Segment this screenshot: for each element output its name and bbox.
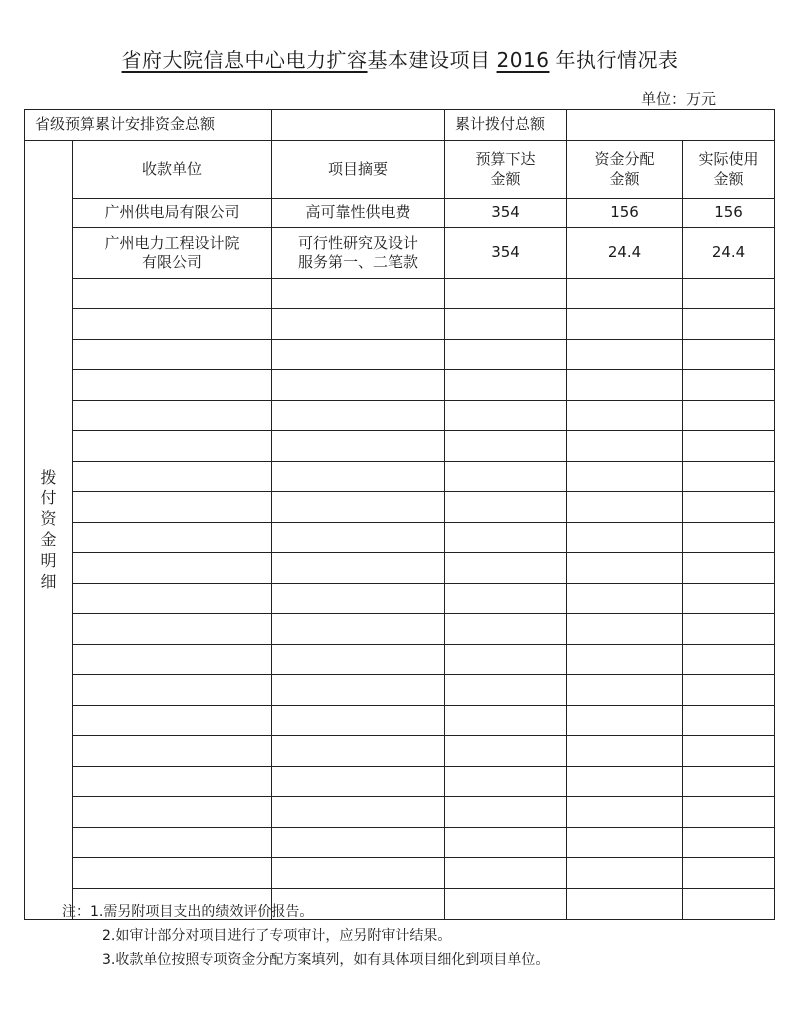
budget-total-value bbox=[272, 110, 445, 141]
empty-row bbox=[25, 614, 775, 645]
section-label-char: 资 bbox=[40, 509, 57, 529]
empty-row bbox=[25, 370, 775, 401]
payee-line1: 广州供电局有限公司 bbox=[104, 203, 240, 222]
budget-cell: 354 bbox=[445, 199, 567, 228]
unit-label: 单位：万元 bbox=[640, 90, 716, 108]
header-budget-line1: 预算下达 bbox=[475, 150, 536, 168]
empty-row bbox=[25, 553, 775, 584]
section-label-char: 明 bbox=[40, 550, 57, 570]
note-item: 3.收款单位按照专项资金分配方案填列，如有具体项目细化到项目单位。 bbox=[102, 952, 550, 968]
section-label-char: 金 bbox=[40, 530, 57, 549]
summary-line2: 服务第一、二笔款 bbox=[298, 253, 419, 271]
paid-total-value bbox=[567, 110, 775, 141]
summary-line1: 高可靠性供电费 bbox=[305, 203, 411, 222]
table-row bbox=[25, 199, 775, 228]
header-budget-amount bbox=[445, 141, 567, 199]
empty-row bbox=[25, 675, 775, 706]
note-item: 1.需另附项目支出的绩效评价报告。 bbox=[90, 904, 314, 920]
actual-cell: 24.4 bbox=[683, 228, 775, 279]
empty-row bbox=[25, 279, 775, 309]
note-line bbox=[62, 900, 549, 924]
actual-cell: 156 bbox=[683, 199, 775, 228]
title-year: 2016 bbox=[496, 48, 550, 72]
notes bbox=[62, 900, 549, 972]
header-budget-line2: 金额 bbox=[490, 169, 521, 188]
notes-prefix: 注： bbox=[62, 904, 90, 920]
header-alloc-line2: 金额 bbox=[609, 169, 640, 188]
empty-row bbox=[25, 431, 775, 462]
empty-row bbox=[25, 584, 775, 614]
section-label-char: 付 bbox=[40, 488, 57, 508]
summary-row bbox=[25, 110, 775, 141]
header-actual-line2: 金额 bbox=[713, 169, 744, 188]
summary-cell bbox=[272, 228, 445, 279]
header-actual-line1: 实际使用 bbox=[698, 150, 759, 168]
alloc-cell: 24.4 bbox=[567, 228, 683, 279]
payee-line2: 有限公司 bbox=[142, 253, 203, 271]
budget-cell: 354 bbox=[445, 228, 567, 279]
section-label-char: 拨 bbox=[40, 467, 57, 487]
empty-row bbox=[25, 492, 775, 523]
title-part-2: 基本建设项目 bbox=[367, 48, 491, 72]
empty-row bbox=[25, 736, 775, 767]
header-alloc-line1: 资金分配 bbox=[594, 150, 655, 168]
header-row bbox=[25, 141, 775, 199]
paid-total-label: 累计拨付总额 bbox=[445, 110, 567, 141]
header-actual-amount bbox=[683, 141, 775, 199]
payee-line1: 广州电力工程设计院 bbox=[104, 233, 240, 252]
budget-total-label: 省级预算累计安排资金总额 bbox=[25, 110, 272, 141]
empty-row bbox=[25, 340, 775, 370]
section-label-char: 细 bbox=[40, 571, 57, 591]
section-label-disbursement-details bbox=[25, 141, 73, 920]
summary-line1: 可行性研究及设计 bbox=[298, 233, 419, 252]
empty-row bbox=[25, 767, 775, 797]
empty-row bbox=[25, 858, 775, 889]
title-part-3: 年执行情况表 bbox=[555, 48, 679, 72]
alloc-cell: 156 bbox=[567, 199, 683, 228]
header-summary: 项目摘要 bbox=[272, 141, 445, 199]
empty-row bbox=[25, 797, 775, 828]
empty-row bbox=[25, 309, 775, 340]
table-row bbox=[25, 228, 775, 279]
title-part-1: 省府大院信息中心电力扩容 bbox=[121, 48, 368, 72]
empty-row bbox=[25, 462, 775, 492]
empty-row bbox=[25, 401, 775, 431]
empty-row bbox=[25, 828, 775, 858]
execution-table bbox=[24, 109, 775, 920]
payee-cell bbox=[73, 199, 272, 228]
empty-row bbox=[25, 645, 775, 675]
header-allocated-amount bbox=[567, 141, 683, 199]
empty-row bbox=[25, 706, 775, 736]
header-payee: 收款单位 bbox=[73, 141, 272, 199]
empty-row bbox=[25, 523, 775, 553]
page-title bbox=[0, 44, 800, 73]
note-item: 2.如审计部分对项目进行了专项审计，应另附审计结果。 bbox=[102, 928, 452, 944]
payee-cell bbox=[73, 228, 272, 279]
summary-cell bbox=[272, 199, 445, 228]
